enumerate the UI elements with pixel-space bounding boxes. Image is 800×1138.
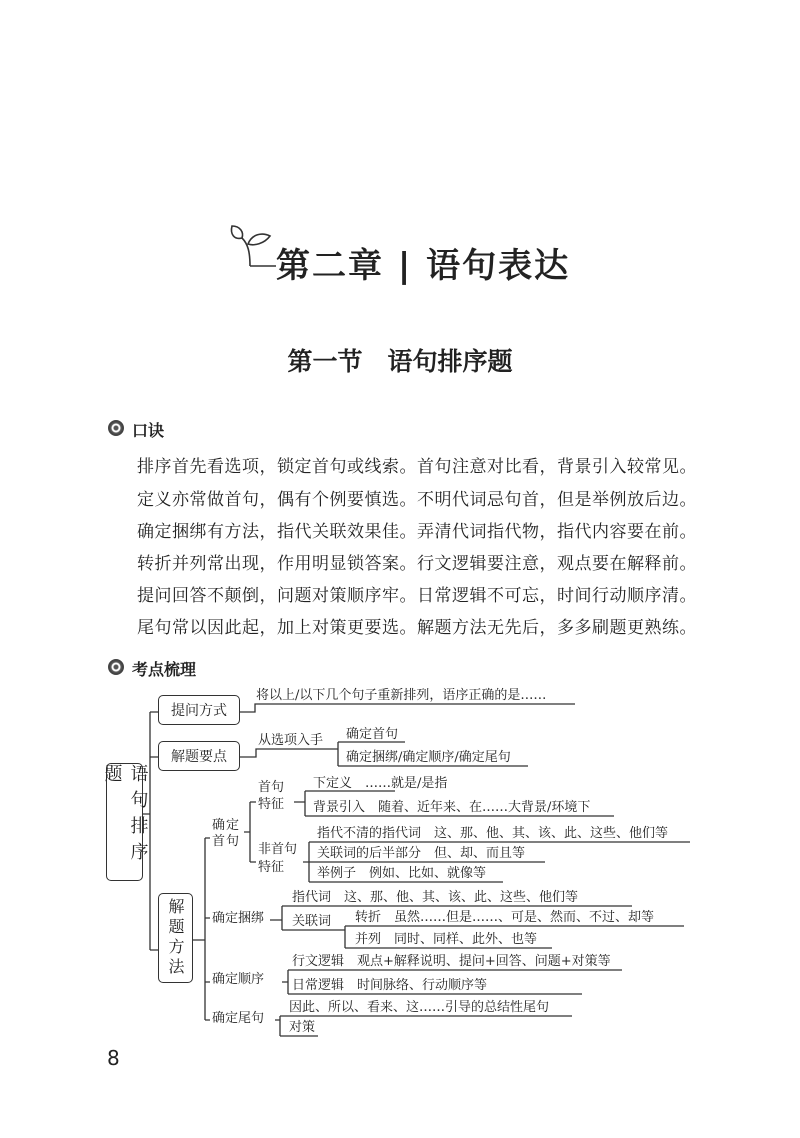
binding-conj-item: 转折 虽然……但是……、可是、然而、不过、却等 (355, 910, 655, 925)
approach-item: 确定捆绑/确定顺序/确定尾句 (346, 750, 511, 765)
binding-label: 确定捆绑 (212, 911, 265, 926)
last-sentence-label: 确定尾句 (212, 1011, 265, 1026)
binding-conj-label: 关联词 (292, 914, 332, 929)
order-label: 确定顺序 (212, 972, 265, 987)
question-form-text: 将以上/以下几个句子重新排列，语序正确的是…… (256, 688, 547, 703)
approach-node (158, 741, 240, 771)
approach-from: 从选项入手 (258, 733, 324, 748)
outline-heading: 考点梳理 (132, 660, 197, 679)
question-form-label: 提问方式 (171, 703, 227, 719)
order-item: 日常逻辑 时间脉络、行动顺序等 (292, 978, 488, 993)
first-features-label: 首句特征 (258, 780, 285, 812)
question-form-node (158, 695, 240, 725)
binding-conj-item: 并列 同时、同样、此外、也等 (355, 932, 538, 947)
mnemonic-heading: 口诀 (132, 421, 165, 440)
approach-label: 解题要点 (171, 749, 227, 765)
section-title: 第一节 语句排序题 (287, 347, 513, 376)
root-label: 语句排序题 (101, 764, 149, 868)
mnemonic-line: 转折并列常出现，作用明显锁答案。行文逻辑要注意，观点要在解释前。 (137, 554, 697, 574)
mnemonic-line: 提问回答不颠倒，问题对策顺序牢。日常逻辑不可忘，时间行动顺序清。 (137, 586, 697, 606)
first-feature-item: 背景引入 随着、近年来、在……大背景/环境下 (313, 800, 591, 815)
non-first-features-label: 非首句特征 (258, 842, 298, 875)
mnemonic-line: 尾句常以因此起，加上对策更要选。解题方法无先后，多多刷题更熟练。 (137, 618, 697, 638)
last-sentence-item: 因此、所以、看来、这……引导的总结性尾句 (289, 1000, 550, 1015)
last-sentence-item: 对策 (289, 1020, 316, 1035)
mnemonic-line: 定义亦常做首句，偶有个例要慎选。不明代词忌句首，但是举例放后边。 (137, 490, 697, 510)
order-item: 行文逻辑 观点+解释说明、提问+回答、问题+对策等 (292, 954, 611, 969)
mnemonic-line: 确定捆绑有方法，指代关联效果佳。弄清代词指代物，指代内容要在前。 (137, 522, 697, 542)
non-first-feature-item: 举例子 例如、比如、就像等 (317, 866, 487, 881)
non-first-feature-item: 指代不清的指代词 这、那、他、其、该、此、这些、他们等 (317, 826, 669, 841)
non-first-feature-item: 关联词的后半部分 但、却、而且等 (317, 846, 526, 861)
first-sentence-label: 确定首句 (212, 818, 241, 850)
chapter-title: 第二章 | 语句表达 (276, 246, 571, 286)
root-node (101, 763, 149, 881)
mnemonic-line: 排序首先看选项，锁定首句或线索。首句注意对比看，背景引入较常见。 (137, 457, 697, 477)
page-number: 8 (107, 1046, 120, 1070)
methods-label: 解题方法 (166, 898, 185, 978)
methods-node (158, 893, 193, 983)
first-feature-item: 下定义 ……就是/是指 (313, 776, 448, 791)
approach-item: 确定首句 (346, 727, 399, 742)
binding-pronoun: 指代词 这、那、他、其、该、此、这些、他们等 (292, 890, 579, 905)
